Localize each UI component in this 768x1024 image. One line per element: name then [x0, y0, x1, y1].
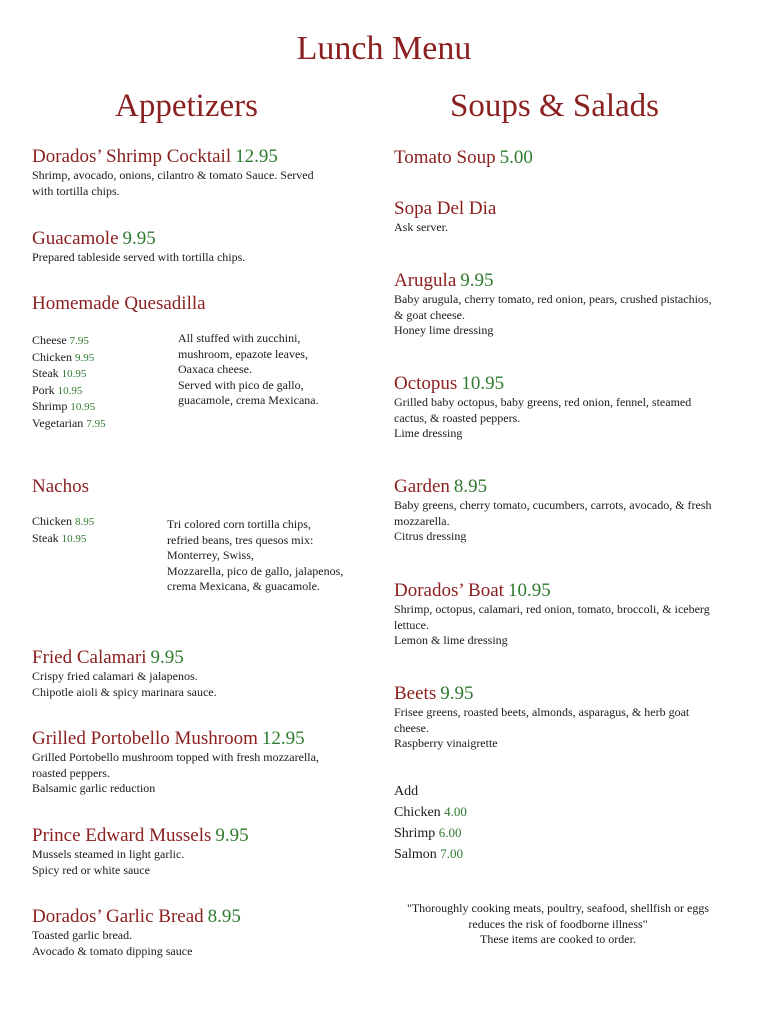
option-row [394, 844, 467, 865]
item-name: Dorados’ Garlic Bread [32, 906, 204, 927]
option-row [394, 802, 467, 823]
menu-title: Lunch Menu [296, 30, 472, 67]
menu-item-guacamole [32, 228, 245, 266]
item-price: 10.95 [461, 373, 505, 394]
menu-item-portobello [32, 728, 319, 797]
option-row [32, 383, 106, 400]
item-title [32, 228, 245, 250]
option-label: Chicken [394, 805, 441, 820]
item-price: 8.95 [207, 906, 241, 927]
description-line: Honey lime dressing [394, 323, 494, 337]
item-description [394, 292, 712, 339]
option-price: 7.95 [69, 335, 89, 347]
menu-item-mussels [32, 825, 249, 878]
note-line: "Thoroughly cooking meats, poultry, seafood, shellfish or eggs [406, 901, 710, 915]
option-price: 9.95 [75, 351, 95, 364]
description-line: Spicy red or white sauce [32, 862, 150, 877]
description-line: All stuffed with zucchini, [178, 331, 301, 345]
option-label: Salmon [394, 847, 437, 862]
item-title [394, 373, 691, 395]
description-line: Balsamic garlic reduction [32, 781, 156, 795]
item-name: Sopa Del Dia [394, 198, 497, 219]
item-title [394, 147, 533, 169]
option-row [32, 333, 106, 350]
menu-item-arugula [394, 270, 712, 339]
description-line: Served with pico de gallo, [178, 377, 304, 392]
menu-item-dorados-boat [394, 580, 710, 649]
add-ons [394, 782, 467, 865]
menu-item-tomato-soup [394, 147, 533, 169]
item-name: Tomato Soup [394, 147, 496, 168]
item-description [32, 168, 314, 199]
item-name: Garden [394, 476, 450, 497]
description-line: guacamole, crema Mexicana. [178, 393, 319, 407]
appetizers-heading: Appetizers [115, 88, 258, 124]
description-line: cactus, & roasted peppers. [394, 410, 521, 425]
note-line: reduces the risk of foodborne illness" [468, 916, 648, 931]
item-price: 9.95 [122, 228, 156, 249]
description-line: Grilled Portobello mushroom topped with fresh mozzarella, [32, 750, 319, 764]
item-name: Dorados’ Boat [394, 580, 504, 601]
description-line: crema Mexicana, & guacamole. [167, 579, 320, 593]
item-name: Fried Calamari [32, 647, 147, 668]
description-line: Mussels steamed in light garlic. [32, 847, 185, 861]
menu-item-shrimp-cocktail [32, 146, 314, 199]
item-name: Octopus [394, 373, 458, 394]
item-title [394, 476, 712, 498]
description-line: Shrimp, avocado, onions, cilantro & tomato Sauce. Served [32, 168, 314, 182]
option-row [32, 350, 106, 367]
description-line: Avocado & tomato dipping sauce [32, 943, 193, 958]
menu-item-sopa-del-dia [394, 198, 496, 236]
item-price: 9.95 [215, 825, 249, 846]
item-title [32, 146, 314, 168]
description-line: Ask server. [394, 220, 448, 234]
nachos-title: Nachos [32, 476, 89, 497]
food-safety-note [372, 901, 744, 948]
description-line: Oaxaca cheese. [178, 362, 252, 376]
item-name: Arugula [394, 270, 457, 291]
option-label: Chicken [32, 349, 72, 364]
note-line: These items are cooked to order. [480, 932, 636, 946]
description-line: Lime dressing [394, 426, 463, 440]
option-row [32, 514, 94, 531]
description-line: Mozzarella, pico de gallo, jalapenos, [167, 563, 344, 578]
description-line: Shrimp, octopus, calamari, red onion, tomato, broccoli, & iceberg [394, 602, 710, 616]
quesadilla-title: Homemade Quesadilla [32, 293, 206, 314]
item-title [394, 683, 689, 705]
item-price: 5.00 [499, 147, 533, 168]
description-line: mozzarella. [394, 513, 450, 528]
option-row [394, 823, 467, 844]
option-price: 6.00 [438, 825, 462, 840]
option-label: Shrimp [32, 399, 68, 413]
description-line: refried beans, tres quesos mix: [167, 532, 314, 547]
item-description [32, 847, 249, 878]
item-price: 9.95 [440, 683, 474, 704]
item-name: Prince Edward Mussels [32, 825, 212, 846]
description-line: Frisee greens, roasted beets, almonds, asparagus, & herb goat [394, 705, 690, 719]
item-name: Beets [394, 683, 437, 704]
description-line: Baby arugula, cherry tomato, red onion, pears, crushed pistachios, [394, 292, 712, 306]
option-label: Pork [32, 382, 55, 397]
description-line: Baby greens, cherry tomato, cucumbers, carrots, avocado, & fresh [394, 498, 712, 512]
option-price: 10.95 [70, 401, 96, 413]
menu-item-fried-calamari [32, 647, 217, 700]
option-row [32, 416, 106, 433]
description-line: Chipotle aioli & spicy marinara sauce. [32, 684, 217, 699]
item-price: 8.95 [453, 476, 488, 497]
option-row [32, 531, 94, 548]
item-description [32, 750, 319, 797]
item-title [394, 580, 710, 602]
option-price: 8.95 [75, 516, 95, 528]
description-line: Toasted garlic bread. [32, 928, 133, 942]
menu-item-beets [394, 683, 689, 752]
description-line: Monterrey, Swiss, [167, 548, 254, 562]
description-line: cheese. [394, 720, 429, 735]
nachos-description [167, 517, 343, 595]
item-description [394, 395, 691, 442]
option-price: 7.00 [440, 846, 464, 861]
option-label: Shrimp [394, 826, 436, 841]
description-line: roasted peppers. [32, 765, 110, 780]
item-title [32, 906, 241, 928]
option-price: 10.95 [61, 368, 87, 380]
item-title [32, 647, 217, 669]
description-line: Grilled baby octopus, baby greens, red onion, fennel, steamed [394, 395, 692, 409]
description-line: Citrus dressing [394, 529, 467, 543]
description-line: Lemon & lime dressing [394, 633, 508, 647]
item-description [394, 498, 712, 545]
item-description [394, 602, 710, 649]
option-price: 10.95 [57, 384, 83, 397]
quesadilla-description [178, 331, 319, 409]
option-label: Cheese [32, 333, 67, 347]
option-price: 10.95 [61, 532, 87, 545]
option-row [32, 366, 106, 383]
soups-salads-heading: Soups & Salads [450, 88, 660, 124]
item-name: Dorados’ Shrimp Cocktail [32, 146, 232, 167]
menu-item-garlic-bread [32, 906, 241, 959]
add-ons-heading: Add [394, 784, 419, 799]
item-price: 12.95 [235, 146, 278, 167]
description-line: Tri colored corn tortilla chips, [167, 517, 311, 531]
option-price: 4.00 [444, 804, 467, 819]
option-label: Steak [32, 530, 59, 545]
item-price: 12.95 [261, 728, 305, 749]
nachos-options [32, 514, 94, 547]
quesadilla-options [32, 333, 106, 432]
menu-item-garden [394, 476, 712, 545]
description-line: & goat cheese. [394, 307, 465, 322]
item-price: 10.95 [507, 580, 551, 601]
item-title [394, 270, 712, 292]
item-description [394, 220, 496, 236]
description-line: lettuce. [394, 617, 429, 632]
option-price: 7.95 [86, 417, 106, 430]
description-line: Prepared tableside served with tortilla chips. [32, 250, 246, 264]
item-price: 9.95 [150, 647, 184, 668]
option-label: Steak [32, 366, 59, 380]
option-row [32, 399, 106, 416]
item-description [32, 928, 241, 959]
item-description [32, 669, 217, 700]
item-name: Guacamole [32, 228, 119, 249]
description-line: Crispy fried calamari & jalapenos. [32, 669, 198, 683]
item-price: 9.95 [460, 270, 494, 291]
description-line: mushroom, epazote leaves, [178, 346, 308, 361]
option-label: Vegetarian [32, 415, 84, 430]
option-label: Chicken [32, 514, 72, 528]
item-title [32, 825, 249, 847]
description-line: Raspberry vinaigrette [394, 736, 498, 750]
menu-item-octopus [394, 373, 691, 442]
item-title [394, 198, 496, 220]
description-line: with tortilla chips. [32, 183, 120, 198]
item-description [32, 250, 245, 266]
item-title [32, 728, 319, 750]
item-description [394, 705, 689, 752]
item-name: Grilled Portobello Mushroom [32, 728, 258, 749]
